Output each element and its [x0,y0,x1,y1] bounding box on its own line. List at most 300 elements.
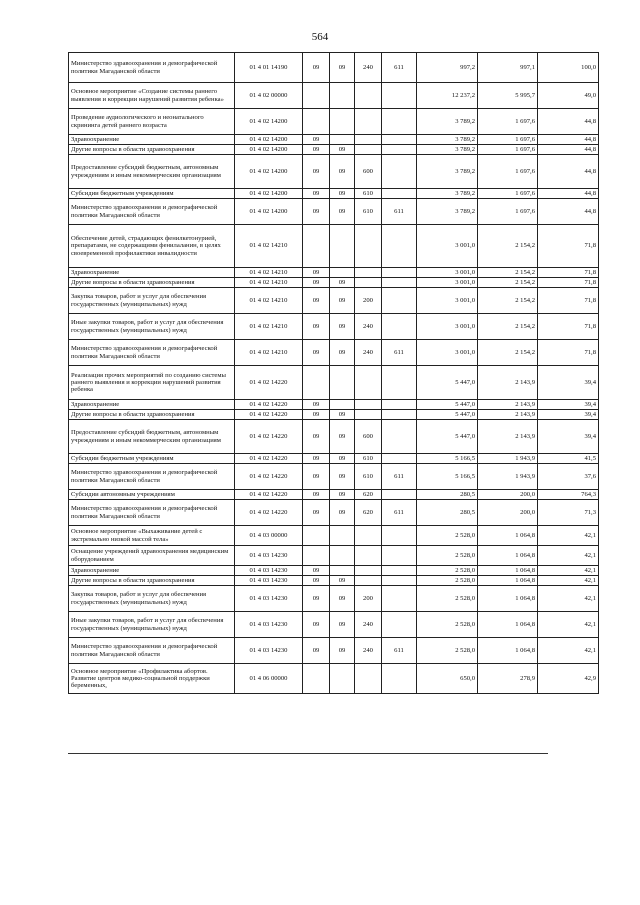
row-executed-amount: 1 064,8 [478,546,538,566]
row-section: 09 [303,155,330,189]
row-name: Иные закупки товаров, работ и услуг для обеспечения государственных (муниципальных) нужд [69,612,235,638]
row-executed-amount: 997,1 [478,53,538,83]
row-code: 01 4 02 14210 [235,288,303,314]
row-code: 01 4 03 14230 [235,546,303,566]
table-row [69,490,599,500]
row-planned-amount: 997,2 [417,53,478,83]
row-executed-amount: 2 154,2 [478,288,538,314]
row-expense-type [355,83,382,109]
row-execution-percent: 44,8 [538,189,599,199]
row-execution-percent: 42,1 [538,526,599,546]
row-executed-amount: 1 697,6 [478,155,538,189]
row-execution-percent: 39,4 [538,410,599,420]
row-code: 01 4 03 14230 [235,612,303,638]
table-row [69,500,599,526]
row-execution-percent: 42,1 [538,566,599,576]
row-expense-type: 600 [355,420,382,454]
table-row [69,454,599,464]
row-planned-amount: 5 447,0 [417,366,478,400]
row-executed-amount: 2 154,2 [478,278,538,288]
row-name: Здравоохранение [69,135,235,145]
row-section [303,109,330,135]
row-planned-amount: 5 447,0 [417,400,478,410]
row-planned-amount: 3 001,0 [417,225,478,268]
row-code: 01 4 03 14230 [235,566,303,576]
row-name: Министерство здравоохранения и демографической политики Магаданской области [69,53,235,83]
row-subsection [330,225,355,268]
row-code: 01 4 02 14220 [235,490,303,500]
row-administrator [382,189,417,199]
row-subsection: 09 [330,638,355,664]
row-subsection: 09 [330,410,355,420]
table-row [69,288,599,314]
row-subsection [330,268,355,278]
row-name: Другие вопросы в области здравоохранения [69,278,235,288]
row-administrator [382,410,417,420]
row-administrator [382,454,417,464]
row-planned-amount: 3 789,2 [417,189,478,199]
row-code: 01 4 02 14200 [235,135,303,145]
row-name: Основное мероприятие «Выхаживание детей с экстремально низкой массой тела» [69,526,235,546]
row-executed-amount: 2 143,9 [478,410,538,420]
row-code: 01 4 02 14200 [235,109,303,135]
row-executed-amount: 2 143,9 [478,420,538,454]
row-code: 01 4 02 14200 [235,145,303,155]
table-row [69,268,599,278]
row-name: Субсидии автономным учреждениям [69,490,235,500]
row-administrator [382,566,417,576]
row-execution-percent: 39,4 [538,420,599,454]
table-row [69,664,599,694]
table-row [69,135,599,145]
table-row [69,199,599,225]
row-executed-amount: 200,0 [478,500,538,526]
row-expense-type [355,145,382,155]
row-section [303,366,330,400]
row-subsection: 09 [330,189,355,199]
row-subsection: 09 [330,53,355,83]
row-code: 01 4 02 14220 [235,410,303,420]
row-expense-type: 240 [355,340,382,366]
row-planned-amount: 2 528,0 [417,638,478,664]
table-row [69,155,599,189]
table-row [69,566,599,576]
row-section: 09 [303,638,330,664]
row-administrator [382,420,417,454]
table-row [69,366,599,400]
row-expense-type: 240 [355,612,382,638]
row-section: 09 [303,490,330,500]
row-section: 09 [303,135,330,145]
row-planned-amount: 3 001,0 [417,340,478,366]
row-section: 09 [303,576,330,586]
row-expense-type: 600 [355,155,382,189]
row-code: 01 4 03 14230 [235,586,303,612]
row-section: 09 [303,464,330,490]
row-expense-type: 610 [355,464,382,490]
row-subsection: 09 [330,314,355,340]
row-subsection: 09 [330,464,355,490]
row-section [303,526,330,546]
row-name: Предоставление субсидий бюджетным, автономным учреждениям и иным некоммерческим организациям [69,420,235,454]
row-code: 01 4 02 14220 [235,420,303,454]
row-administrator: 611 [382,464,417,490]
row-expense-type [355,566,382,576]
row-expense-type [355,576,382,586]
table-row [69,612,599,638]
row-subsection: 09 [330,490,355,500]
row-subsection: 09 [330,454,355,464]
row-executed-amount: 1 697,6 [478,189,538,199]
row-code: 01 4 02 14200 [235,189,303,199]
footer-divider [68,753,548,754]
row-administrator: 611 [382,340,417,366]
row-subsection [330,400,355,410]
row-executed-amount: 1 943,9 [478,454,538,464]
row-code: 01 4 03 00000 [235,526,303,546]
row-execution-percent: 42,1 [538,612,599,638]
row-code: 01 4 02 14210 [235,225,303,268]
row-expense-type [355,135,382,145]
row-name: Оснащение учреждений здравоохранения медицинским оборудованием [69,546,235,566]
row-planned-amount: 3 001,0 [417,314,478,340]
table-row [69,464,599,490]
row-section [303,225,330,268]
row-section: 09 [303,454,330,464]
row-section: 09 [303,340,330,366]
row-name: Основное мероприятие «Создание системы раннего выявления и коррекции нарушений развития ребенка» [69,83,235,109]
row-section: 09 [303,612,330,638]
row-administrator [382,576,417,586]
table-row [69,576,599,586]
table-row [69,340,599,366]
row-executed-amount: 1 064,8 [478,526,538,546]
row-administrator [382,83,417,109]
row-expense-type: 240 [355,638,382,664]
row-administrator [382,278,417,288]
row-section [303,83,330,109]
row-subsection: 09 [330,155,355,189]
row-planned-amount: 2 528,0 [417,576,478,586]
row-executed-amount: 1 064,8 [478,638,538,664]
table-row [69,526,599,546]
row-administrator [382,400,417,410]
row-subsection: 09 [330,145,355,155]
row-subsection: 09 [330,278,355,288]
budget-table [68,52,599,694]
row-planned-amount: 12 237,2 [417,83,478,109]
row-subsection [330,83,355,109]
row-name: Реализация прочих мероприятий по созданию системы раннего выявления и коррекции нарушений развития ребенка [69,366,235,400]
row-execution-percent: 44,8 [538,135,599,145]
row-name: Министерство здравоохранения и демографической политики Магаданской области [69,464,235,490]
page-number: 564 [311,31,329,43]
row-code: 01 4 02 14200 [235,199,303,225]
row-expense-type [355,546,382,566]
table-row [69,53,599,83]
table-row [69,410,599,420]
row-administrator [382,664,417,694]
row-name: Субсидии бюджетным учреждениям [69,189,235,199]
row-name: Здравоохранение [69,268,235,278]
row-execution-percent: 71,8 [538,278,599,288]
row-section: 09 [303,500,330,526]
row-executed-amount: 5 995,7 [478,83,538,109]
table-row [69,400,599,410]
table-row [69,278,599,288]
row-executed-amount: 2 154,2 [478,225,538,268]
row-code: 01 4 02 14220 [235,464,303,490]
row-code: 01 4 03 14230 [235,576,303,586]
row-name: Другие вопросы в области здравоохранения [69,576,235,586]
row-executed-amount: 2 154,2 [478,314,538,340]
row-execution-percent: 764,3 [538,490,599,500]
row-execution-percent: 42,1 [538,546,599,566]
table-row [69,420,599,454]
row-name: Другие вопросы в области здравоохранения [69,410,235,420]
row-section: 09 [303,566,330,576]
row-subsection [330,109,355,135]
row-executed-amount: 1 697,6 [478,145,538,155]
row-section: 09 [303,199,330,225]
table-row [69,189,599,199]
row-planned-amount: 280,5 [417,490,478,500]
row-executed-amount: 2 154,2 [478,340,538,366]
row-expense-type [355,268,382,278]
row-execution-percent: 39,4 [538,400,599,410]
row-administrator [382,225,417,268]
row-expense-type: 200 [355,288,382,314]
row-code: 01 4 02 14210 [235,314,303,340]
row-code: 01 4 02 14210 [235,278,303,288]
row-administrator [382,586,417,612]
row-expense-type [355,526,382,546]
row-code: 01 4 02 14200 [235,155,303,189]
row-section: 09 [303,278,330,288]
row-administrator [382,268,417,278]
row-subsection: 09 [330,288,355,314]
row-expense-type [355,278,382,288]
row-code: 01 4 02 14210 [235,340,303,366]
row-section: 09 [303,53,330,83]
row-executed-amount: 2 154,2 [478,268,538,278]
row-planned-amount: 3 001,0 [417,278,478,288]
row-name: Обеспечение детей, страдающих фенилкетонурией, препаратами, не содержащими фенилаланин, в целях своевременной профилактики инвалидности [69,225,235,268]
table-row [69,225,599,268]
row-planned-amount: 5 166,5 [417,454,478,464]
row-code: 01 4 02 14220 [235,454,303,464]
row-name: Закупка товаров, работ и услуг для обеспечения государственных (муниципальных) нужд [69,586,235,612]
row-execution-percent: 71,8 [538,268,599,278]
row-executed-amount: 2 143,9 [478,366,538,400]
row-subsection: 09 [330,420,355,454]
row-executed-amount: 1 064,8 [478,576,538,586]
row-executed-amount: 2 143,9 [478,400,538,410]
row-executed-amount: 1 064,8 [478,586,538,612]
row-planned-amount: 3 001,0 [417,288,478,314]
row-execution-percent: 71,8 [538,340,599,366]
row-expense-type [355,400,382,410]
row-planned-amount: 3 789,2 [417,109,478,135]
row-executed-amount: 1 697,6 [478,135,538,145]
row-name: Здравоохранение [69,400,235,410]
row-executed-amount: 1 064,8 [478,612,538,638]
row-section: 09 [303,288,330,314]
row-expense-type [355,366,382,400]
row-name: Субсидии бюджетным учреждениям [69,454,235,464]
row-code: 01 4 03 14230 [235,638,303,664]
row-administrator: 611 [382,199,417,225]
row-name: Министерство здравоохранения и демографической политики Магаданской области [69,500,235,526]
row-planned-amount: 3 001,0 [417,268,478,278]
row-execution-percent: 44,8 [538,109,599,135]
row-planned-amount: 3 789,2 [417,135,478,145]
row-section: 09 [303,145,330,155]
row-subsection [330,135,355,145]
row-planned-amount: 2 528,0 [417,526,478,546]
row-executed-amount: 278,9 [478,664,538,694]
row-section: 09 [303,314,330,340]
row-section: 09 [303,586,330,612]
row-name: Здравоохранение [69,566,235,576]
row-expense-type [355,225,382,268]
row-expense-type [355,410,382,420]
row-expense-type: 610 [355,199,382,225]
row-code: 01 4 02 14220 [235,400,303,410]
table-row [69,83,599,109]
row-name: Другие вопросы в области здравоохранения [69,145,235,155]
table-row [69,145,599,155]
row-execution-percent: 41,5 [538,454,599,464]
budget-table-body [69,53,599,694]
row-administrator [382,366,417,400]
row-subsection: 09 [330,576,355,586]
row-expense-type: 200 [355,586,382,612]
table-row [69,546,599,566]
row-planned-amount: 5 447,0 [417,410,478,420]
row-planned-amount: 3 789,2 [417,199,478,225]
row-administrator [382,526,417,546]
row-section [303,664,330,694]
row-execution-percent: 71,8 [538,225,599,268]
row-section: 09 [303,268,330,278]
row-subsection [330,546,355,566]
row-name: Министерство здравоохранения и демографической политики Магаданской области [69,199,235,225]
row-subsection: 09 [330,199,355,225]
row-code: 01 4 02 00000 [235,83,303,109]
row-subsection [330,664,355,694]
row-administrator [382,109,417,135]
row-execution-percent: 71,8 [538,314,599,340]
row-administrator [382,288,417,314]
row-execution-percent: 37,6 [538,464,599,490]
row-execution-percent: 44,8 [538,199,599,225]
row-administrator: 611 [382,500,417,526]
row-execution-percent: 44,8 [538,145,599,155]
row-execution-percent: 44,8 [538,155,599,189]
row-administrator: 611 [382,638,417,664]
row-planned-amount: 2 528,0 [417,566,478,576]
row-name: Основное мероприятие «Профилактика абортов. Развитие центров медико-социальной поддержки беременных, [69,664,235,694]
row-section: 09 [303,189,330,199]
row-executed-amount: 1 064,8 [478,566,538,576]
row-subsection [330,566,355,576]
row-expense-type: 610 [355,454,382,464]
row-planned-amount: 5 166,5 [417,464,478,490]
row-expense-type: 240 [355,53,382,83]
row-code: 01 4 02 14210 [235,268,303,278]
row-administrator [382,145,417,155]
row-name: Иные закупки товаров, работ и услуг для обеспечения государственных (муниципальных) нужд [69,314,235,340]
table-row [69,314,599,340]
row-section: 09 [303,420,330,454]
row-execution-percent: 42,9 [538,664,599,694]
row-administrator [382,490,417,500]
row-name: Предоставление субсидий бюджетным, автономным учреждениям и иным некоммерческим организациям [69,155,235,189]
row-subsection [330,366,355,400]
row-administrator [382,314,417,340]
row-executed-amount: 1 943,9 [478,464,538,490]
row-executed-amount: 200,0 [478,490,538,500]
row-expense-type: 610 [355,189,382,199]
row-planned-amount: 280,5 [417,500,478,526]
row-execution-percent: 49,0 [538,83,599,109]
row-execution-percent: 39,4 [538,366,599,400]
table-row [69,109,599,135]
row-expense-type: 240 [355,314,382,340]
row-section: 09 [303,400,330,410]
row-section [303,546,330,566]
row-code: 01 4 01 14190 [235,53,303,83]
row-executed-amount: 1 697,6 [478,109,538,135]
row-planned-amount: 2 528,0 [417,546,478,566]
row-name: Министерство здравоохранения и демографической политики Магаданской области [69,340,235,366]
row-planned-amount: 3 789,2 [417,155,478,189]
row-subsection: 09 [330,586,355,612]
row-planned-amount: 2 528,0 [417,612,478,638]
row-expense-type [355,109,382,135]
row-expense-type: 620 [355,500,382,526]
row-administrator [382,135,417,145]
row-subsection: 09 [330,340,355,366]
row-expense-type: 620 [355,490,382,500]
row-administrator [382,546,417,566]
row-code: 01 4 02 14220 [235,500,303,526]
row-administrator [382,612,417,638]
row-execution-percent: 100,0 [538,53,599,83]
row-planned-amount: 3 789,2 [417,145,478,155]
row-executed-amount: 1 697,6 [478,199,538,225]
row-execution-percent: 71,8 [538,288,599,314]
row-name: Закупка товаров, работ и услуг для обеспечения государственных (муниципальных) нужд [69,288,235,314]
row-code: 01 4 06 00000 [235,664,303,694]
row-subsection: 09 [330,500,355,526]
row-execution-percent: 42,1 [538,638,599,664]
row-planned-amount: 5 447,0 [417,420,478,454]
row-code: 01 4 02 14220 [235,366,303,400]
row-section: 09 [303,410,330,420]
row-name: Проведение аудиологического и неонатального скрининга детей раннего возраста [69,109,235,135]
row-subsection [330,526,355,546]
row-execution-percent: 42,1 [538,586,599,612]
row-expense-type [355,664,382,694]
row-administrator: 611 [382,53,417,83]
row-planned-amount: 2 528,0 [417,586,478,612]
table-row [69,586,599,612]
row-planned-amount: 650,0 [417,664,478,694]
row-execution-percent: 42,1 [538,576,599,586]
row-administrator [382,155,417,189]
